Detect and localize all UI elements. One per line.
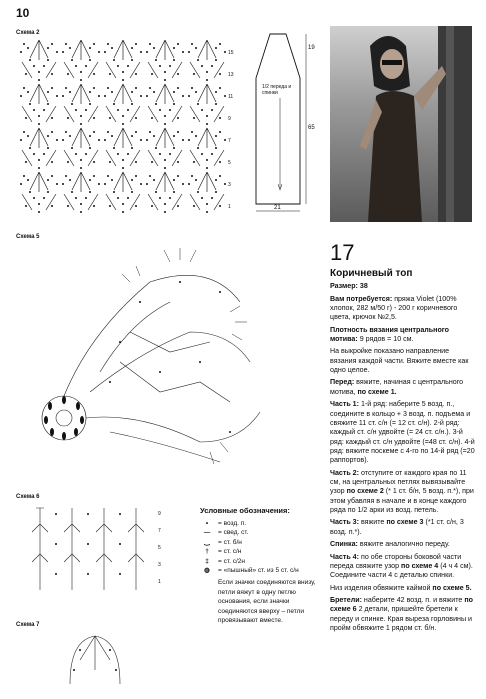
part1-paragraph [330, 400, 476, 466]
density-paragraph [330, 326, 476, 345]
legend-text: = возд. п. [218, 519, 247, 527]
row-number: 9 [158, 511, 161, 517]
row-number: 7 [158, 528, 161, 534]
dim-top: 19 [308, 45, 315, 51]
page-number: 10 [16, 6, 30, 20]
legend-item [200, 528, 320, 537]
legend-symbol: ‡ [205, 557, 209, 565]
model-photo [330, 26, 472, 222]
garment-pattern [250, 28, 322, 218]
legend-text: = свед. ст. [218, 529, 249, 537]
legend-item [200, 547, 320, 556]
part4-scheme: по схеме 4 [401, 561, 439, 570]
part3-paragraph [330, 518, 476, 537]
back-paragraph [330, 540, 476, 549]
part2-text: отступите от каждого края по 11 см, на центральных петлях вывязывайте узор [330, 468, 467, 496]
hem-paragraph [330, 584, 476, 593]
legend-item [200, 566, 320, 575]
part4-paragraph [330, 553, 476, 581]
article [330, 238, 476, 636]
row-number: 5 [228, 160, 231, 166]
row-number: 11 [228, 94, 234, 100]
row-number: 3 [158, 562, 161, 568]
legend-symbol: ◍ [204, 566, 210, 574]
dim-bottom: 21 [274, 205, 281, 211]
row-number: 9 [228, 116, 231, 122]
part2-label: Часть 2: [330, 468, 359, 477]
hem-text: Низ изделия обвяжите каймой [330, 583, 431, 592]
note-paragraph: На выкройке показано направление вязания каждой части. Вяжите вместе как одно целое. [330, 347, 469, 375]
scheme7-label: Схема 7 [16, 622, 40, 628]
front-text: вяжите, начиная с центрального мотива, [330, 378, 464, 396]
scheme5-chart [20, 242, 270, 482]
front-label: Перед: [330, 378, 355, 387]
scheme6-row-numbers [158, 506, 161, 591]
legend-text: = «пышный» ст. из 5 ст. с/н [218, 566, 299, 574]
back-text: вяжите аналогично переду. [359, 540, 450, 549]
straps-scheme: по схеме 6 [330, 596, 473, 614]
part3-text: вяжите [360, 518, 385, 527]
article-size: Размер: 38 [330, 282, 368, 291]
row-number: 1 [158, 579, 161, 585]
front-scheme: по схеме 1. [357, 387, 397, 396]
part4-text-b: (4 ч 4 см). Соедините части 4 с деталью спинки. [330, 561, 473, 580]
part3-label: Часть 3: [330, 518, 359, 527]
straps-paragraph [330, 596, 476, 633]
row-number: 1 [228, 204, 231, 210]
legend [200, 506, 320, 626]
scheme6-label: Схема 6 [16, 494, 40, 500]
scheme5-label: Схема 5 [16, 234, 40, 240]
dim-side: 65 [308, 125, 315, 131]
scheme2-chart [18, 38, 240, 216]
scheme2-row-numbers [228, 42, 238, 218]
legend-symbol: ‿ [204, 538, 210, 546]
legend-text: = ст. с/н [218, 548, 242, 556]
straps-text-b: 2 детали, пришейте бретели к переду и спинке. Края выреза горловины и пройм обвяжите 1 рядом ст. б/н. [330, 605, 472, 633]
article-title: Коричневый топ [330, 268, 413, 280]
legend-symbol: † [205, 548, 209, 556]
front-paragraph [330, 378, 476, 397]
legend-item [200, 557, 320, 566]
row-number: 5 [158, 545, 161, 551]
model-photo-illustration [330, 26, 472, 222]
density-text: 9 рядов = 10 см. [359, 335, 414, 344]
piece-label: 1/2 переда и спинки [262, 84, 292, 96]
legend-text: = ст. с/2н [218, 557, 245, 565]
materials-text: пряжа Violet (100% хлопок, 282 м/50 г) - 200 г коричневого цвета, крючок №2,5. [330, 294, 458, 322]
part1-text: 1-й ряд: наберите 5 возд. п., соедините в кольцо + 3 возд. п. подъема и свяжите 11 ст. с/н (= 12 ст. с/н). 2-й ряд: каждый ст. с/н удвойте (= 24 ст. с/н.). 3-й ряд: каждый ст. с/н удвойте (=48 ст. с/н). 4-й ряд: вяжите поскеме с 4-го по 14-й ряд (=20 раппортов). [330, 400, 475, 465]
row-number: 13 [228, 72, 234, 78]
part4-text: по обе стороны боковой части переда свяжите узор [330, 552, 462, 570]
materials-label: Вам потребуется: [330, 294, 393, 303]
legend-title: Условные обозначения: [200, 506, 290, 515]
article-number: 17 [330, 240, 355, 265]
row-number: 15 [228, 50, 234, 56]
hem-scheme: по схеме 5. [432, 583, 472, 592]
legend-item [200, 538, 320, 547]
row-number: 7 [228, 138, 231, 144]
part3-text-b: (*1 ст. с/н, 3 возд. п.*). [330, 518, 464, 536]
part2-paragraph [330, 469, 476, 516]
scheme2-label: Схема 2 [16, 30, 40, 36]
legend-item [200, 519, 320, 528]
straps-text: наберите 42 возд. п. и вяжите [363, 596, 463, 604]
materials-paragraph [330, 295, 476, 323]
legend-symbol: • [205, 519, 209, 527]
legend-text: = ст. б/н [218, 538, 242, 546]
part2-scheme: по схеме 2 [346, 487, 384, 496]
part3-scheme: по схеме 3 [386, 518, 424, 527]
scheme6-chart [30, 504, 155, 594]
row-number: 3 [228, 182, 231, 188]
part2-text-b: (* 1 ст. б/н, 5 возд. п.*), при этом убавляя в начале и в конце каждого ряда по 1/2 арки из возд. петель. [330, 487, 474, 515]
density-label: Плотность вязания центрального мотива: [330, 325, 449, 344]
straps-label: Бретели: [330, 596, 362, 604]
part4-label: Часть 4: [330, 552, 359, 561]
back-label: Спинка: [330, 540, 358, 549]
scheme7-chart [60, 630, 130, 686]
legend-symbol: — [203, 529, 211, 537]
part1-label: Часть 1: [330, 400, 359, 409]
legend-note: Если значки соединяются внизу, петли вяжут в одну петлю основания, если значки соединяются вверху – петли провязывают вместе. [218, 579, 316, 625]
